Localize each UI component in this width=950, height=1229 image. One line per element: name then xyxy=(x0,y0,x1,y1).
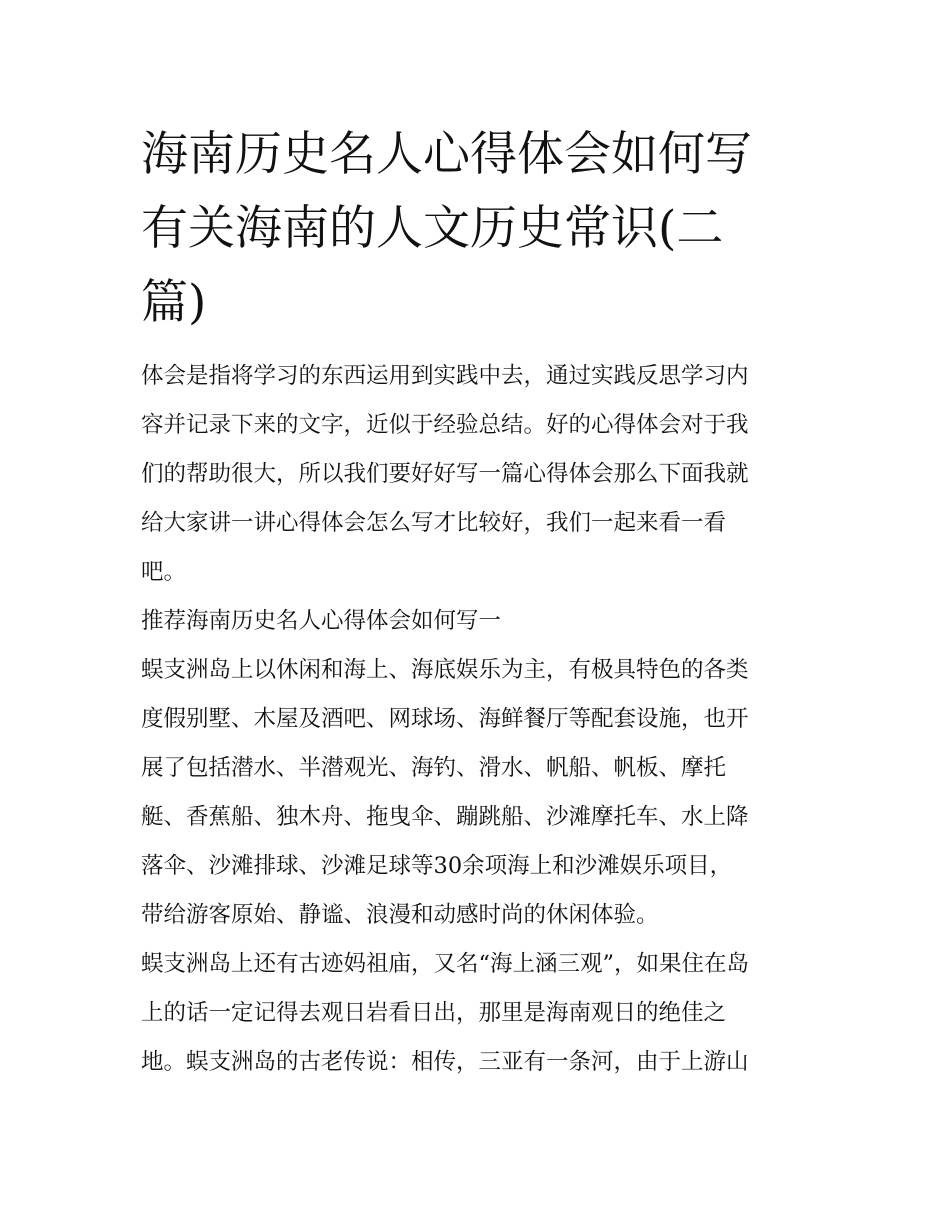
text-line: 展了包括潜水、半潜观光、海钓、滑水、帆船、帆板、摩托 xyxy=(141,755,727,781)
text-line: 容并记录下来的文字，近似于经验总结。好的心得体会对于我 xyxy=(141,412,749,438)
text-line: 蜈支洲岛上以休闲和海上、海底娱乐为主，有极具特色的各类 xyxy=(141,657,749,683)
document-body xyxy=(141,352,816,1087)
text-line: 们的帮助很大，所以我们要好好写一篇心得体会那么下面我就 xyxy=(141,461,749,487)
intro-paragraph xyxy=(141,352,816,597)
body-paragraph xyxy=(141,940,816,1087)
document-title xyxy=(141,118,816,340)
section-heading xyxy=(141,597,816,646)
text-line: 推荐海南历史名人心得体会如何写一 xyxy=(141,608,502,634)
text-line: 艇、香蕉船、独木舟、拖曳伞、蹦跳船、沙滩摩托车、水上降 xyxy=(141,804,749,830)
body-paragraph xyxy=(141,646,816,940)
text-line: 上的话一定记得去观日岩看日出，那里是海南观日的绝佳之 xyxy=(141,1000,727,1026)
title-line: 海南历史名人心得体会如何写 xyxy=(141,127,752,182)
title-line: 篇) xyxy=(141,275,207,330)
text-line: 给大家讲一讲心得体会怎么写才比较好，我们一起来看一看 xyxy=(141,510,727,536)
text-line: 落伞、沙滩排球、沙滩足球等30余项海上和沙滩娱乐项目， xyxy=(141,853,733,879)
text-line: 蜈支洲岛上还有古迹妈祖庙，又名“海上涵三观”，如果住在岛 xyxy=(141,951,750,977)
text-line: 地。蜈支洲岛的古老传说：相传，三亚有一条河，由于上游山 xyxy=(141,1049,749,1075)
title-line: 有关海南的人文历史常识(二 xyxy=(141,201,724,256)
document-content xyxy=(141,118,816,1087)
text-line: 吧。 xyxy=(141,559,187,585)
text-line: 体会是指将学习的东西运用到实践中去，通过实践反思学习内 xyxy=(141,363,749,389)
text-line: 带给游客原始、静谧、浪漫和动感时尚的休闲体验。 xyxy=(141,902,659,928)
text-line: 度假别墅、木屋及酒吧、网球场、海鲜餐厅等配套设施，也开 xyxy=(141,706,749,732)
